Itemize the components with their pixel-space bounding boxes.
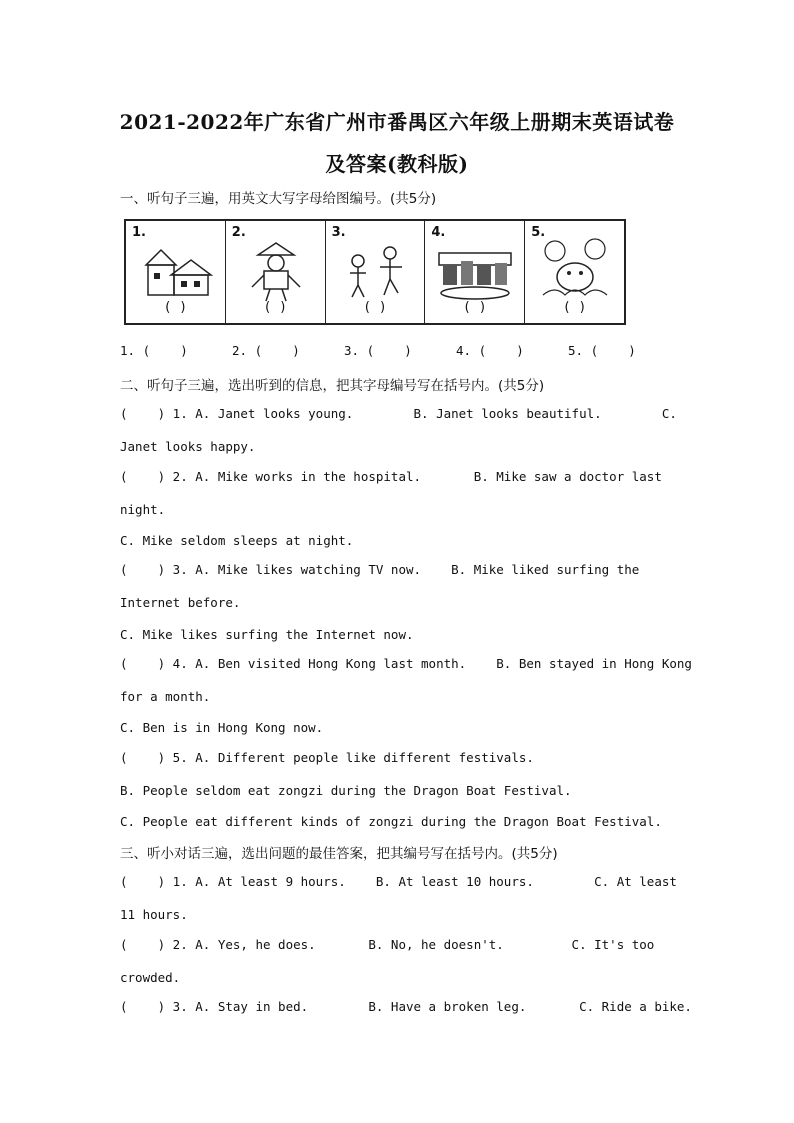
page-subtitle: 及答案(教科版) — [325, 152, 469, 176]
answer-blank[interactable]: ( ) — [463, 300, 487, 315]
question-line: 11 hours. — [120, 907, 188, 922]
page-title: 2021-2022年广东省广州市番禺区六年级上册期末英语试卷 — [119, 110, 675, 134]
city-icon — [435, 235, 515, 305]
question-line: C. Ben is in Hong Kong now. — [120, 720, 324, 735]
section3-heading: 三、听小对话三遍，选出问题的最佳答案，把其编号写在括号内。(共5分) — [120, 846, 558, 862]
picture-2 — [226, 221, 326, 323]
question-line: ( ) 2. A. Mike works in the hospital. B. Mike saw a doctor last — [120, 469, 662, 484]
picture-number: 1. — [132, 225, 146, 240]
section1-heading: 一、听句子三遍，用英文大写字母给图编号。(共5分) — [120, 191, 437, 207]
answer-slot-1[interactable]: 1. ( ) — [120, 343, 188, 358]
picture-5 — [525, 221, 624, 323]
question-line: ( ) 3. A. Mike likes watching TV now. B. Mike liked surfing the — [120, 562, 640, 577]
section2-heading: 二、听句子三遍，选出听到的信息，把其字母编号写在括号内。(共5分) — [120, 378, 545, 394]
picture-4 — [425, 221, 525, 323]
question-line: C. Mike seldom sleeps at night. — [120, 533, 354, 548]
answer-slot-5[interactable]: 5. ( ) — [568, 343, 636, 358]
picture-number: 4. — [431, 225, 446, 240]
picture-number: 5. — [531, 225, 546, 240]
question-line: C. Mike likes surfing the Internet now. — [120, 627, 414, 642]
picture-strip — [124, 219, 626, 325]
answer-slot-2[interactable]: 2. ( ) — [232, 343, 300, 358]
question-line: Internet before. — [120, 595, 241, 610]
question-line: B. People seldom eat zongzi during the Dragon Boat Festival. — [120, 783, 572, 798]
question-line: ( ) 2. A. Yes, he does. B. No, he doesn't. C. It's too — [120, 937, 655, 952]
question-line: C. People eat different kinds of zongzi during the Dragon Boat Festival. — [120, 814, 662, 829]
question-line: ( ) 4. A. Ben visited Hong Kong last month. B. Ben stayed in Hong Kong — [120, 656, 692, 671]
answer-blank[interactable]: ( ) — [562, 300, 587, 315]
picture-1 — [126, 221, 226, 323]
answer-slot-4[interactable]: 4. ( ) — [456, 343, 524, 358]
question-line: for a month. — [120, 689, 211, 704]
picture-3 — [326, 221, 426, 323]
farmer-icon — [236, 235, 316, 305]
question-line: night. — [120, 502, 166, 517]
children-icon — [336, 235, 416, 305]
question-line: ( ) 5. A. Different people like different festivals. — [120, 750, 534, 765]
animal-icon — [535, 235, 615, 305]
house-icon — [136, 235, 216, 305]
question-line: crowded. — [120, 970, 181, 985]
picture-number: 3. — [331, 225, 346, 240]
question-line: ( ) 3. A. Stay in bed. B. Have a broken leg. C. Ride a bike. — [120, 999, 692, 1014]
question-line: ( ) 1. A. At least 9 hours. B. At least 10 hours. C. At least — [120, 874, 677, 889]
answer-blank[interactable]: ( ) — [263, 300, 287, 315]
picture-number: 2. — [231, 225, 246, 240]
question-line: ( ) 1. A. Janet looks young. B. Janet looks beautiful. C. — [120, 406, 677, 421]
answer-slot-3[interactable]: 3. ( ) — [344, 343, 412, 358]
answer-blank[interactable]: ( ) — [163, 300, 188, 315]
answer-blank[interactable]: ( ) — [363, 300, 387, 315]
question-line: Janet looks happy. — [120, 439, 256, 454]
